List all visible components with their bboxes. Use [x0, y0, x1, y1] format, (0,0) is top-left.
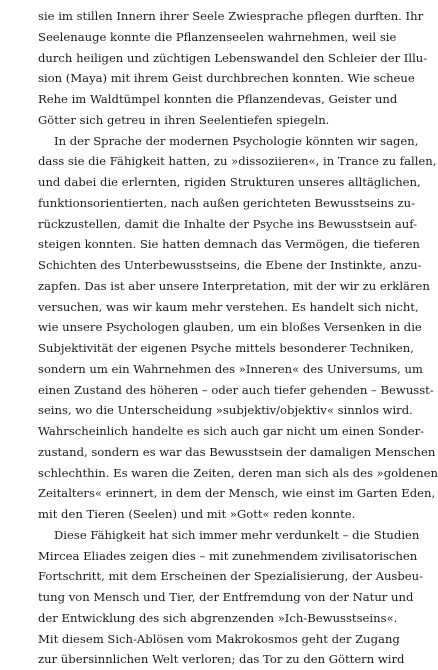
- text-line: zapfen. Das ist aber unsere Interpretation, mit der wir zu erklären: [38, 278, 430, 293]
- text-line: rückzustellen, damit die Inhalte der Psyche ins Bewusstsein auf-: [38, 216, 418, 231]
- text-line: Mit diesem Sich-Ablösen vom Makrokosmos geht der Zugang: [38, 631, 400, 646]
- text-line: Mircea Eliades zeigen dies – mit zunehmendem zivilisatorischen: [38, 548, 418, 563]
- paragraph-first-line: Diese Fähigkeit hat sich immer mehr verdunkelt – die Studien: [54, 527, 420, 542]
- text-line: Schichten des Unterbewusstseins, die Ebene der Instinkte, anzu-: [38, 258, 422, 272]
- text-line: sie im stillen Innern ihrer Seele Zwiesprache pflegen durften. Ihr: [38, 9, 424, 23]
- text-line: wie unsere Psychologen glauben, um ein bloßes Versenken in die: [38, 320, 422, 335]
- text-line: seins, wo die Unterscheidung »subjektiv/objektiv« sinnlos wird.: [38, 403, 413, 418]
- text-line: durch heiligen und züchtigen Lebenswandel den Schleier der Illu-: [38, 50, 428, 65]
- text-line: der Entwicklung des sich abgrenzenden »Ich-Bewusstseins«.: [38, 610, 398, 625]
- text-line: versuchen, was wir kaum mehr verstehen. Es handelt sich nicht,: [38, 299, 419, 314]
- text-line: sion (Maya) mit ihrem Geist durchbrechen konnten. Wie scheue: [38, 71, 415, 86]
- text-line: schlechthin. Es waren die Zeiten, deren man sich als des »goldenen: [38, 465, 438, 480]
- text-line: funktionsorientierten, nach außen gerichteten Bewusstseins zu-: [38, 195, 415, 210]
- paragraph-first-line: In der Sprache der modernen Psychologie könnten wir sagen,: [54, 133, 419, 148]
- text-line: und dabei die erlernten, rigiden Strukturen unseres alltäglichen,: [38, 175, 421, 189]
- text-line: Subjektivität der eigenen Psyche mittels besonderer Techniken,: [38, 341, 414, 355]
- text-line: mit den Tieren (Seelen) und mit »Gott« reden konnte.: [38, 507, 356, 521]
- text-line: dass sie die Fähigkeit hatten, zu »dissoziieren«, in Trance zu fallen,: [38, 154, 437, 169]
- text-line: Zeitalters« erinnert, in dem der Mensch, wie einst im Garten Eden,: [38, 486, 436, 501]
- text-line: Fortschritt, mit dem Erscheinen der Spezialisierung, der Ausbeu-: [38, 569, 424, 584]
- body-text: [38, 6, 438, 670]
- text-line: sondern um ein Wahrnehmen des »Inneren« des Universums, um: [38, 361, 423, 376]
- text-line: tung von Mensch und Tier, der Entfremdung von der Natur und: [38, 590, 414, 604]
- text-line: Seelenauge konnte die Pflanzenseelen wahrnehmen, weil sie: [38, 29, 397, 44]
- text-line: Wahrscheinlich handelte es sich auch gar nicht um einen Sonder-: [38, 424, 425, 438]
- text-line: zustand, sondern es war das Bewusstsein der damaligen Menschen: [38, 444, 436, 459]
- text-line: einen Zustand des höheren – oder auch tiefer gehenden – Bewusst-: [38, 382, 434, 397]
- text-line: Rehe im Waldtümpel konnten die Pflanzendevas, Geister und: [38, 92, 398, 106]
- text-line: zur übersinnlichen Welt verloren; das Tor zu den Göttern wird: [38, 652, 405, 667]
- text-line: Götter sich getreu in ihren Seelentiefen spiegeln.: [38, 112, 330, 127]
- text-line: steigen konnten. Sie hatten demnach das Vermögen, die tieferen: [38, 237, 420, 252]
